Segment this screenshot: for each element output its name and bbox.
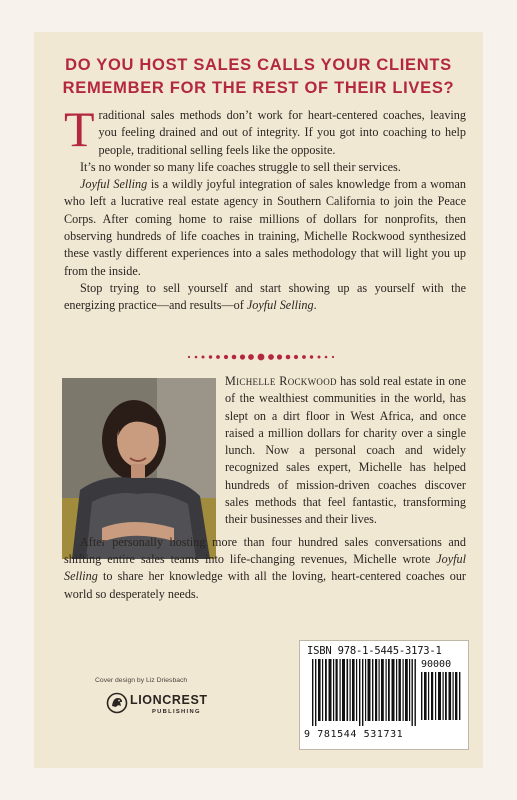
back-cover: [34, 32, 483, 768]
author-closing-paragraph: [64, 534, 466, 603]
headline: [34, 54, 483, 100]
intro-text-1: raditional sales methods don’t work for heart-centered coaches, leaving you feeling drained and out of integrity. If you got into coaching to help people, traditional selling feels like the opposite.: [98, 108, 466, 157]
drop-cap: T: [64, 101, 95, 157]
author-bio-text: has sold real estate in one of the wealthiest communities in the world, has slept on a dirt floor in West Africa, and once raised a million dollars for charity over a single lunch. Now a personal coach and widely recognized sales expert, Michelle has helped hundreds of mission-driven coaches discover sales methods that feel fantastic, transforming their businesses and their lives.: [225, 374, 466, 527]
author-name: Michelle Rockwood: [225, 374, 337, 388]
intro-paragraph-3: [64, 176, 466, 280]
author-section: [64, 373, 466, 603]
book-title-mention: Joyful Selling: [80, 177, 148, 192]
publisher-logo: [106, 692, 226, 722]
lion-crest-icon: [106, 692, 128, 714]
book-title-mention: Joyful Selling: [246, 298, 314, 313]
book-description: [64, 101, 466, 315]
headline-line-2: REMEMBER FOR THE REST OF THEIR LIVES?: [62, 79, 455, 97]
intro-paragraph-4: [64, 280, 466, 315]
intro-text-3: is a wildly joyful integration of sales knowledge from a woman who left a lucrative real estate agency in Southern California to join the Peace Corps. After coming home to raise millions of dollars for nonprofits, then observing hundreds of life coaches in training, Michelle Rockwood synthesized these vastly different experiences into a sales methodology that will light you up from the inside.: [64, 177, 466, 278]
isbn-barcode: [299, 640, 469, 750]
dotted-divider-ornament: [186, 351, 336, 363]
barcode-number: 9 781544 531731: [304, 729, 404, 740]
addon-barcode-bars: [421, 672, 461, 720]
closing-text-2: to share her knowledge with all the loving, heart-centered coaches our world so desperately needs.: [64, 569, 466, 601]
ean-barcode-bars: [312, 659, 416, 726]
author-bio: [225, 373, 466, 529]
publisher-subtitle: PUBLISHING: [152, 709, 201, 715]
intro-text-2: It’s no wonder so many life coaches struggle to sell their services.: [80, 159, 401, 174]
intro-text-4b: .: [313, 298, 317, 313]
price-code: 90000: [421, 659, 452, 670]
intro-text-4a: Stop trying to sell yourself and start showing up as yourself with the energizing practice—and results—of: [64, 280, 466, 313]
cover-design-credit: Cover design by Liz Driesbach: [95, 677, 188, 684]
closing-text-1: After personally hosting more than four hundred sales conversations and shifting entire sales teams into life-changing revenues, Michelle wrote: [64, 534, 466, 566]
isbn-text: ISBN 978-1-5445-3173-1: [307, 645, 442, 657]
book-title-mention: Joyful Selling: [64, 551, 466, 584]
intro-paragraph-2: [64, 159, 466, 176]
publisher-name: LIONCREST: [130, 693, 208, 707]
headline-line-1: DO YOU HOST SALES CALLS YOUR CLIENTS: [65, 56, 452, 74]
intro-paragraph-1: [64, 101, 466, 159]
